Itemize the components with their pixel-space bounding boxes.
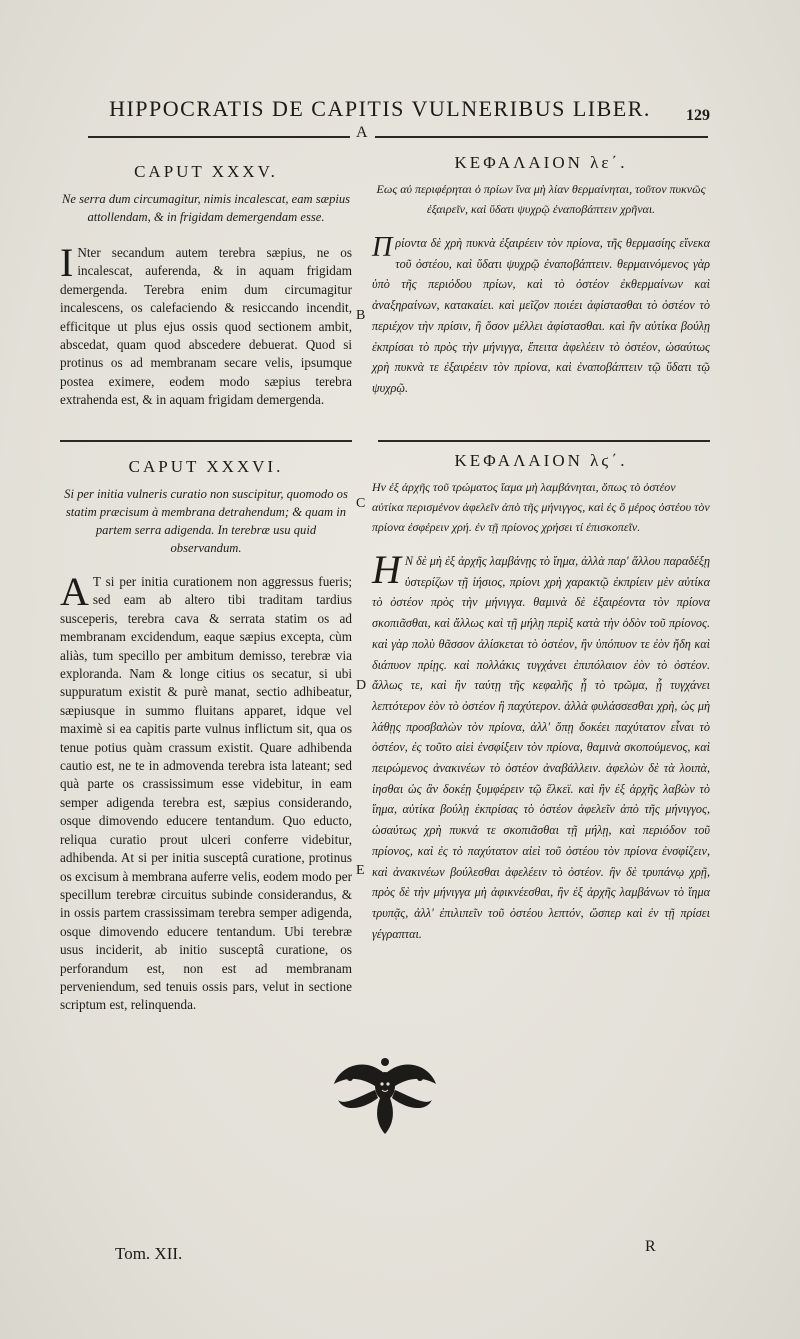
signature-mark-top: A	[356, 124, 368, 141]
margin-letter-d: D	[356, 678, 367, 693]
drop-cap: A	[60, 569, 89, 614]
running-head: HIPPOCRATIS DE CAPITIS VULNERIBUS LIBER.	[109, 96, 651, 121]
chapter-body-text: Ν δὲ μὴ ἐξ ἀρχῆς λαμβάνῃς τὸ ἴημα, ἀλλὰ παρ' ἄλλου παραδέξῃ ὑστερίζων τῇ ἰήσιος, πρίονι χρὴ χαρακτῷ ἐκπρίειν μὲν αὐτίκα τὸ ὀστέον πρὸς τὴν μήνιγγα. θαμινὰ δὲ ἐξαιρέοντα τὸν πρίονα σκοπιᾶσθαι, καὶ ἄλλως καὶ τῇ μήλῃ περὶξ κατὰ τὴν ὁδὸν τοῦ πρίονος. καὶ γὰρ πολὺ θᾶσσον ἀλίσκεται τὸ ὀστέον, ἢν ὑπόπυον τε ἐὸν ἤδη καὶ διάπυον πρίῃς. καὶ πολλάκις τυγχάνει ἐπιπόλαιον ἐὸν τὸ ὀστέον. ἄλλως τε, καὶ ἢν ταύτῃ τῆς κεφαλῆς ᾖ τὸ τρῶμα, ᾗ τυγχάνει λεπτότερον ἐὸν τὸ ὀστέον ἢ παχύτερον. ἀλλὰ φυλάσσεσθαι χρὴ, ὡς μὴ λάθῃς προσβαλὼν τὸν πρίονα, ἀλλ' ὅπῃ δοκέει παχύτατον εἶναι τὸ ὀστέον, ἐς τοῦτο αἰεὶ ἐνσφίξειν τὸν πρίονα, θαμινὰ σκοπούμενος, καὶ πειρώμενος ἀνακινέων τὸ ὀστέον ἀναβάλλειν. ἀφελὼν δὲ τὰ λοιπὰ, ἰησθαι ὡς ἂν δοκέῃ ξυμφέρειν τῷ ἕλκεϊ. καὶ ἢν ἐξ ἀρχῆς λαβὼν τὸ ἴημα, αὐτίκα βούλῃ ἐκπρίσας τὸ ὀστέον ἀφελεῖν ἀπὸ τῆς μήνιγγος, ὡσαύτως χρὴ πυκνά τε σκοπιᾶσθαι τῇ μήλῃ, καὶ περιόδον τοῦ πρίονος, καὶ ἐς τὸ παχύτατον αἰεὶ τοῦ ὀστέου τὸν πρίονα ἐνσφίζειν, καὶ ἀνακινέων βούλεσθαι ἀφελέειν τὸ ὀστέον. ἢν δὲ τρυπάνῳ χρῇ, πρὸς δὲ τὴν μήνιγγα μὴ ἀφικνέεσθαι, ἢν ἐξ ἀρχῆς λαμβάνων τὸ ἴημα τρυπᾷς, ἀλλ' ἐπιλιπεῖν τοῦ ὀστέου λεπτόν, ὥσπερ καὶ ἐν τῇ πρίσει γέγραπται.	[372, 554, 710, 941]
chapter-summary: Si per initia vulneris curatio non suscipitur, quomodo os statim præcisum à membrana detrahendum; & quam in partem serra adigenda. In terebræ usu quid observandum.	[64, 487, 348, 555]
kephalaion-36-greek	[372, 451, 710, 944]
chapter-title: ΚΕΦΑΛΑΙΟΝ λε΄.	[454, 153, 628, 172]
kephalaion-35-greek	[372, 153, 710, 399]
chapter-body	[60, 240, 352, 410]
caput-36-latin	[60, 457, 352, 1015]
margin-letter-e: E	[356, 863, 365, 878]
chapter-summary: Ην ἐξ ἀρχῆς τοῦ τρώματος ἴαμα μὴ λαμβάνηται, ὅπως τὸ ὀστέον αὐτίκα περισμένον ἀφελεῖν ἀπὸ τῆς μήνιγγος, καὶ ἐς ὃ μέρος ὀστέου τὸν πρίονα ἐσφέρειν χρή. ἐν τῇ πρίονος χρήσει τί ἐπισκοπεῖν.	[372, 480, 710, 534]
page-number: 129	[686, 107, 710, 124]
caput-35-latin	[60, 162, 352, 410]
header-rule-left	[88, 136, 350, 138]
chapter-body-text: ρίοντα δὲ χρὴ πυκνὰ ἐξαιρέειν τὸν πρίονα, τῆς θερμασίης εἵνεκα τοῦ ὀστέου, καὶ ὕδατι ψυχρῷ ἐναποβάπτειν. θερμαινόμενος γὰρ ὑπὸ τῆς περιόδου πρίων, καὶ τὸ ὀστέον ἐκθερμαίνων καὶ ἀναξηραίνων, κατακαίει. καὶ μεῖζον ποιέει ἀφίστασθαι τὸ ὀστέον τὸ περιέχον τὴν πρίσιν, ἢ ὅσον μέλλει ἀφίστασθαι. καὶ ἢν αὐτίκα βούλῃ ἐκπρίσαι τὸ πρὸς τὴν μήνιγγα, ἔπειτα ἀφελέειν τὸ ὀστέον, ὡσαύτως χρὴ πυκνὰ τε ἐξαιρέειν τὸν πρίονα, καὶ ἐναποβάπτειν τῷ ὕδατι τῷ ψυχρῷ.	[372, 236, 710, 395]
drop-cap: I	[60, 240, 74, 285]
chapter-body	[372, 233, 710, 399]
chapter-title: CAPUT XXXVI.	[128, 457, 284, 476]
volume-mark: Tom. XII.	[115, 1244, 183, 1263]
drop-cap: Π	[372, 232, 393, 263]
signature-mark: R	[645, 1238, 656, 1255]
chapter-rule-right	[378, 440, 710, 442]
chapter-title: CAPUT XXXV.	[134, 162, 278, 181]
chapter-summary: Ne serra dum circumagitur, nimis incalescat, eam sæpius attollendam, & in frigidam demergendam esse.	[61, 192, 351, 224]
margin-letter-c: C	[356, 496, 366, 511]
chapter-body-text: Nter secandum autem terebra sæpius, ne os incalescat, auferenda, & in aquam frigidam demergenda. Terebra enim dum circumagitur incalescens, os calefaciendo & resiccando incendit, efficitque ut plus ejus ossis quod sectionem ambit, abscedat, quam quod abscedere debuerat. Quod si protinus os ad membranam secare velis, ipsumque postea eximere, eodem modo sæpius terebra extrahenda est, & in aquam frigidam demergenda.	[60, 245, 352, 408]
chapter-rule-left	[60, 440, 352, 442]
chapter-body	[372, 547, 710, 944]
chapter-body	[60, 569, 352, 1015]
floral-ornament-icon	[330, 1056, 440, 1136]
chapter-body-text: T si per initia curationem non aggressus fueris; sed eam ab altero tibi traditam tardius susceperis, terebra cava & serrata statim os ad membranam excidendum, eaque sæpius excepta, cùm aliàs, tum specillo per ambitum demisso, terebræ via exploranda. Nam & longe citius os secatur, si ubi suppuratum existit & purè manat, sectio adhibeatur, sæpiusque in summo fluitans apparet, idque vel maximè si ea capitis parte vulnus inflictum sit, qua os tenue potius quàm crassum existit. Quare adhibenda cautio est, ne te in admovenda terebra ista lateant; sed quà parte os crassissimum esse videbitur, in eam semper adigenda terebra est, sæpius considerando, osque dimovendo educere tentandum. Quo educto, reliqua curatio prout ulceri conferre videbitur, adhibenda. At si per initia susceptâ curatione, protinus os excisum à membrana auferre velis, eodem modo per specillum terebræ circuitus subinde considerandus, & in ossis partem crassissimam terebra semper adigenda, osque dimovendo educere tentandum. Ubi terebræ usus inciderit, ab initio susceptâ curatione, os perforandum est, non est ad membranam perveniendum, sed tenuis ossis pars, velut in sectione scriptum est, relinquenda.	[60, 574, 352, 1013]
margin-letter-b: B	[356, 308, 366, 323]
header-rule-right	[375, 136, 708, 138]
chapter-summary: Εως αὐ περιφέρηται ὁ πρίων ἵνα μὴ λίαν θερμαίνηται, τοῦτον πυκνῶς ἐξαιρεῖν, καὶ ὕδατι ψυχρῷ ἐναποβάπτειν χρῆναι.	[376, 182, 706, 216]
drop-cap: Η	[372, 547, 401, 592]
chapter-title: ΚΕΦΑΛΑΙΟΝ λϛ΄.	[454, 451, 628, 470]
